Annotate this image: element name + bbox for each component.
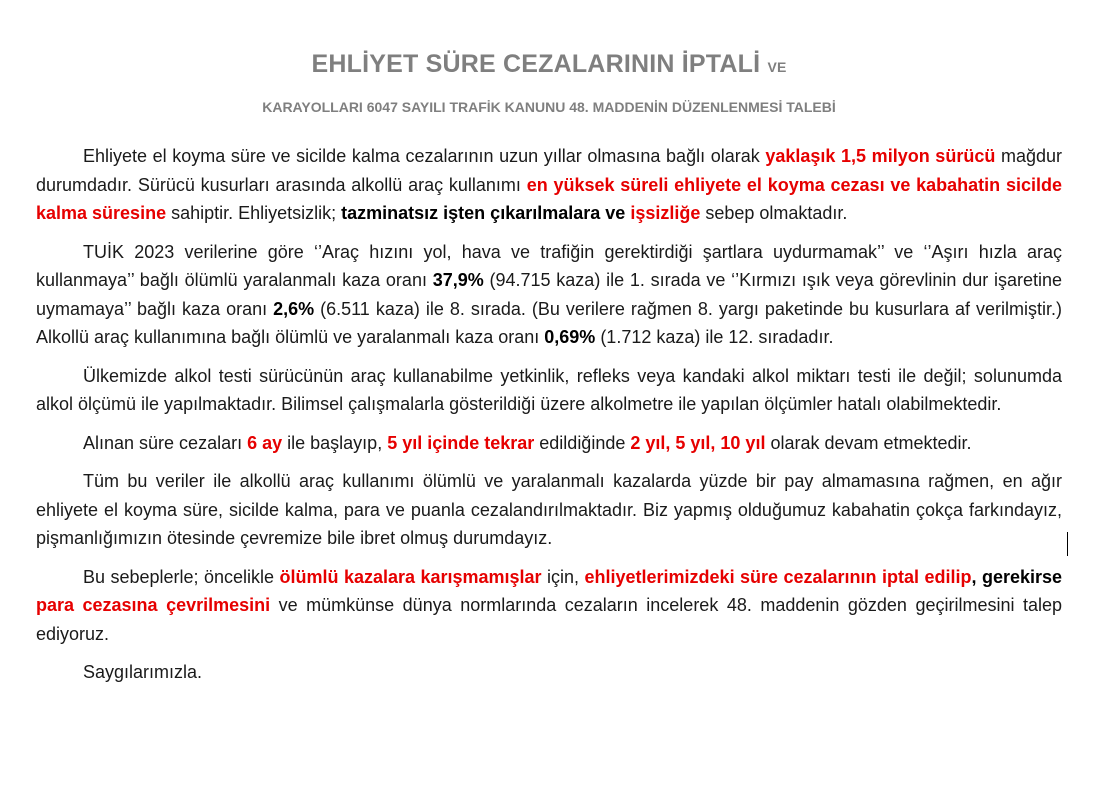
text-run: , gerekirse [971,566,1063,587]
text-run: için, [541,566,585,587]
text-run: ile başlayıp, [282,432,388,453]
text-run: Bu sebeplerle; öncelikle [83,566,280,587]
highlight-text: para cezasına çevrilmesini [36,595,271,615]
text-run: Tüm bu veriler ile alkollü araç kullanımı ölümlü ve yaralanmalı kazalarda yüzde bir pay almamasına rağmen, en ağır ehliyete el koyma süre, sicilde kalma, para ve puanla cezalandırılmaktadır. Biz yapmış olduğumuz kabahatin çokça farkındayız, pişmanlığımızın ötesinde çevremize bile ibret olmuş durumdayız. [36,471,1062,548]
highlight-text: işsizliğe [630,203,701,223]
bold-text: tazminatsız işten çıkarılmalara ve [341,203,626,223]
bold-text: 37,9% [432,270,484,290]
paragraph-2 [36,238,1062,352]
title-suffix: VE [767,59,787,75]
text-run: olarak devam etmektedir. [765,432,972,453]
title-main: EHLİYET SÜRE CEZALARININ İPTALİ [311,50,761,78]
text-run: ve mümkünse dünya normlarında cezaların incelerek 48. maddenin gözden geçirilmesini talep ediyoruz. [36,595,1062,644]
text-run: Ehliyete el koyma süre ve sicilde kalma cezalarının uzun yıllar olmasına bağlı olarak [83,146,766,166]
paragraph-5 [36,467,1062,553]
highlight-text: ölümlü kazalara karışmamışlar [279,566,542,587]
highlight-text: ehliyetlerimizdeki süre cezalarının iptal edilip [584,566,972,587]
document-title [36,48,1062,83]
text-run: mağdur durumdadır. Sürücü kusurları arasında alkollü araç kullanımı [36,146,1062,195]
text-run: (94.715 kaza) ile 1. sırada ve ‘’Kırmızı ışık veya görevlinin dur işaretine uymamaya’’ bağlı kaza oranı [36,270,1062,319]
text-run: Ülkemizde alkol testi sürücünün araç kullanabilme yetkinlik, refleks veya kandaki alkol miktarı testi ile değil; solunumda alkol ölçümü ile yapılmaktadır. Bilimsel çalışmalarla gösterildiği üzere alkolmetre ile yapılan ölçümler hatalı olabilmektedir. [36,365,1062,414]
text-run: Saygılarımızla. [83,662,203,682]
text-run: Alınan süre cezaları [83,432,248,453]
text-run: sahiptir. Ehliyetsizlik; [166,203,342,223]
highlight-text: yaklaşık 1,5 milyon sürücü [765,146,996,166]
document-subtitle: KARAYOLLARI 6047 SAYILI TRAFİK KANUNU 48. MADDENİN DÜZENLENMESİ TALEBİ [262,99,836,115]
closing-paragraph [36,658,1062,687]
text-run: TUİK 2023 verilerine göre ‘’Araç hızını yol, hava ve trafiğin gerektirdiği şartlara uydurmamak’’ ve ‘’Aşırı hızla araç kullanmaya’’ bağlı ölümlü yaralanmalı kaza oranı [36,241,1062,290]
text-run: edildiğinde [534,432,631,453]
text-run: (1.712 kaza) ile 12. sıradadır. [595,327,834,347]
highlight-text: 2 yıl, 5 yıl, 10 yıl [630,432,766,453]
bold-text: 2,6% [273,298,315,319]
text-run: (6.511 kaza) ile 8. sırada. (Bu verilere rağmen 8. yargı paketinde bu kusurlara af verilmiştir.) Alkollü araç kullanımına bağlı ölümlü ve yaralanmalı kaza oranı [36,298,1062,347]
paragraph-6 [36,563,1062,649]
highlight-text: en yüksek süreli ehliyete el koyma cezası ve kabahatin sicilde kalma süresine [36,174,1062,223]
paragraph-4 [36,429,1062,458]
paragraph-3 [36,362,1062,419]
highlight-text: 6 ay [247,432,283,453]
text-cursor [1067,532,1068,556]
document-page [36,0,1062,687]
highlight-text: 5 yıl içinde tekrar [387,432,535,453]
paragraph-1 [36,142,1062,228]
bold-text: 0,69% [544,327,596,347]
text-run: sebep olmaktadır. [700,203,848,223]
